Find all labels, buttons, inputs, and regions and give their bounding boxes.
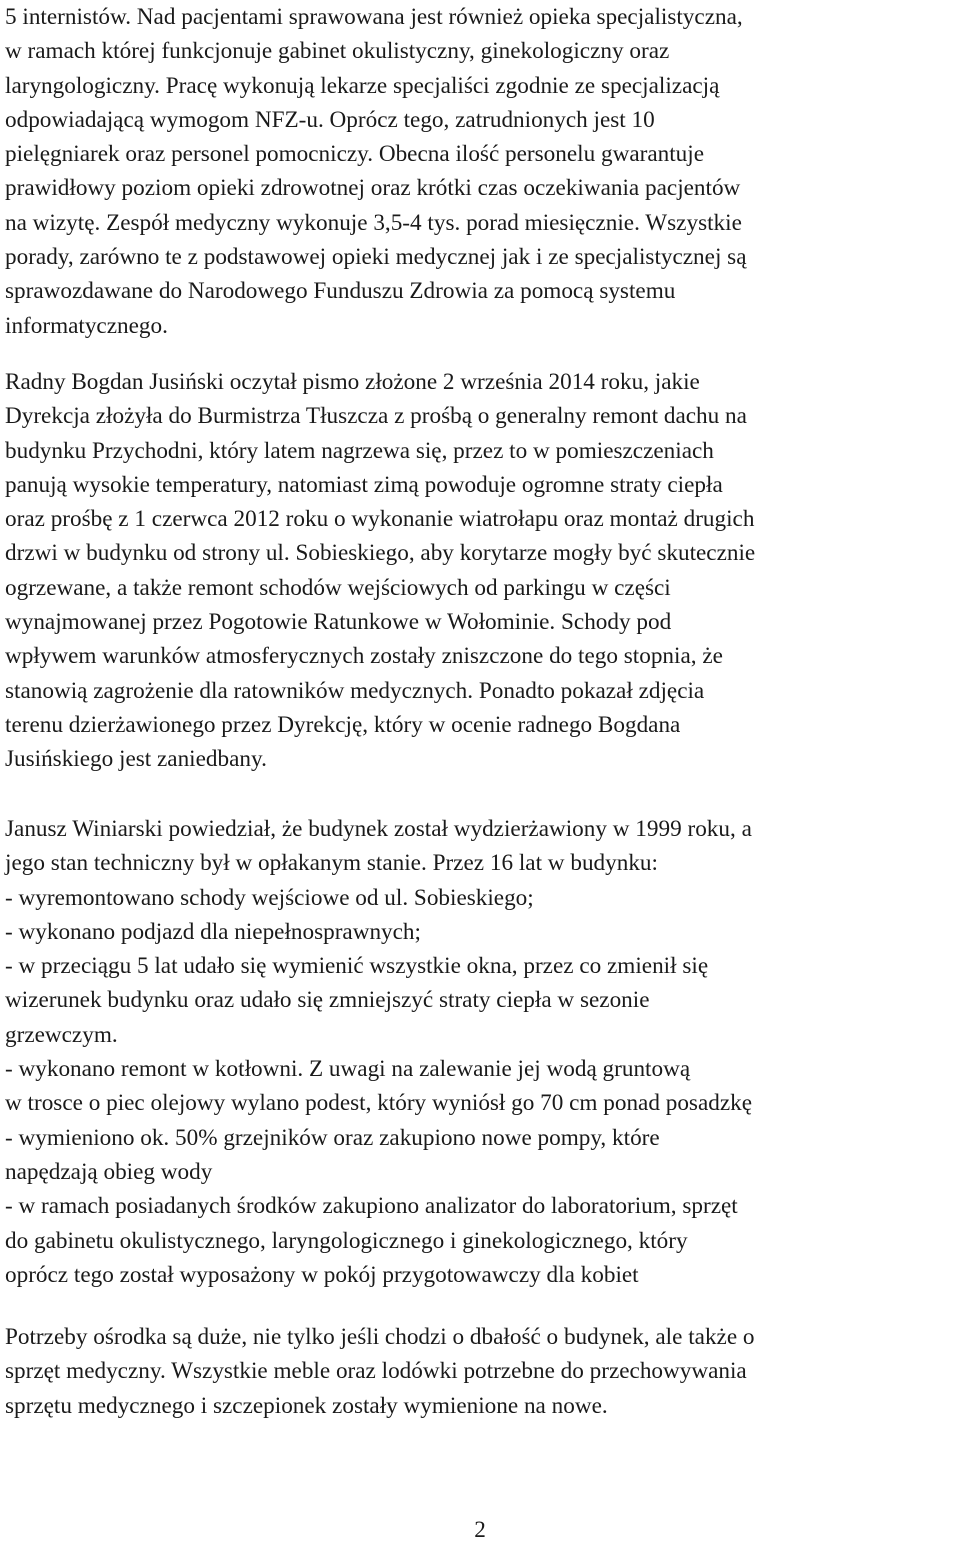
paragraph-renovation-list bbox=[5, 812, 752, 1292]
text-line: sprzęt medyczny. Wszystkie meble oraz lodówki potrzebne do przechowywania bbox=[5, 1358, 747, 1385]
text-line: odpowiadającą wymogom NFZ-u. Oprócz tego, zatrudnionych jest 10 bbox=[5, 106, 655, 133]
page-number: 2 bbox=[474, 1517, 486, 1543]
text-line: do gabinetu okulistycznego, laryngologicznego i ginekologicznego, który bbox=[5, 1227, 688, 1254]
list-item: - wyremontowano schody wejściowe od ul. Sobieskiego; bbox=[5, 884, 534, 911]
text-line: porady, zarówno te z podstawowej opieki medycznej jak i ze specjalistycznej są bbox=[5, 244, 747, 271]
text-line: informatycznego. bbox=[5, 312, 168, 339]
text-line: Potrzeby ośrodka są duże, nie tylko jeśli chodzi o dbałość o budynek, ale także o bbox=[5, 1324, 755, 1350]
text-line: wizerunek budynku oraz udało się zmniejszyć straty ciepła w sezonie bbox=[5, 987, 650, 1014]
text-line: budynku Przychodni, który latem nagrzewa się, przez to w pomieszczeniach bbox=[5, 437, 714, 464]
list-item: - w przeciągu 5 lat udało się wymienić wszystkie okna, przez co zmienił się bbox=[5, 953, 709, 980]
list-item: - wykonano remont w kotłowni. Z uwagi na zalewanie jej wodą gruntową bbox=[5, 1056, 691, 1083]
text-line: wpływem warunków atmosferycznych zostały zniszczone do tego stopnia, że bbox=[5, 643, 723, 670]
list-item: - wykonano podjazd dla niepełnosprawnych; bbox=[5, 918, 421, 945]
text-line: oraz prośbę z 1 czerwca 2012 roku o wykonanie wiatrołapu oraz montaż drugich bbox=[5, 506, 755, 533]
text-line: w ramach której funkcjonuje gabinet okulistyczny, ginekologiczny oraz bbox=[5, 38, 670, 65]
text-line: ogrzewane, a także remont schodów wejściowych od parkingu w części bbox=[5, 574, 671, 601]
list-item: - wymieniono ok. 50% grzejników oraz zakupiono nowe pompy, które bbox=[5, 1124, 660, 1151]
text-line: grzewczym. bbox=[5, 1021, 118, 1048]
text-line: Janusz Winiarski powiedział, że budynek został wydzierżawiony w 1999 roku, a bbox=[5, 816, 752, 842]
text-line: laryngologiczny. Pracę wykonują lekarze specjaliści zgodnie ze specjalizacją bbox=[5, 72, 720, 99]
list-item: - w ramach posiadanych środków zakupiono analizator do laboratorium, sprzęt bbox=[5, 1193, 738, 1220]
text-line: napędzają obieg wody bbox=[5, 1158, 213, 1185]
text-line: Jusińskiego jest zaniedbany. bbox=[5, 746, 267, 773]
text-line: Radny Bogdan Jusiński oczytał pismo złożone 2 września 2014 roku, jakie bbox=[5, 369, 700, 395]
text-line: wynajmowanej przez Pogotowie Ratunkowe w Wołominie. Schody pod bbox=[5, 609, 672, 636]
text-line: 5 internistów. Nad pacjentami sprawowana jest również opieka specjalistyczna, bbox=[5, 4, 743, 30]
text-line: stanowią zagrożenie dla ratowników medycznych. Ponadto pokazał zdjęcia bbox=[5, 677, 705, 704]
text-line: prawidłowy poziom opieki zdrowotnej oraz krótki czas oczekiwania pacjentów bbox=[5, 175, 741, 202]
paragraph-needs bbox=[5, 1320, 755, 1423]
text-line: jego stan techniczny był w opłakanym stanie. Przez 16 lat w budynku: bbox=[5, 850, 658, 877]
text-line: pielęgniarek oraz personel pomocniczy. Obecna ilość personelu gwarantuje bbox=[5, 141, 704, 168]
text-line: oprócz tego został wyposażony w pokój przygotowawczy dla kobiet bbox=[5, 1261, 639, 1288]
paragraph-staffing bbox=[5, 0, 747, 343]
text-line: panują wysokie temperatury, natomiast zimą powoduje ogromne straty ciepła bbox=[5, 471, 723, 498]
text-line: sprzętu medycznego i szczepionek zostały wymienione na nowe. bbox=[5, 1392, 608, 1419]
text-line: w trosce o piec olejowy wylano podest, który wyniósł go 70 cm ponad posadzkę bbox=[5, 1090, 753, 1117]
text-line: Dyrekcja złożyła do Burmistrza Tłuszcza z prośbą o generalny remont dachu na bbox=[5, 403, 747, 430]
text-line: terenu dzierżawionego przez Dyrekcję, który w ocenie radnego Bogdana bbox=[5, 711, 681, 738]
text-line: na wizytę. Zespół medyczny wykonuje 3,5-4 tys. porad miesięcznie. Wszystkie bbox=[5, 209, 742, 236]
paragraph-councillor-letter bbox=[5, 365, 755, 777]
text-line: sprawozdawane do Narodowego Funduszu Zdrowia za pomocą systemu bbox=[5, 278, 676, 305]
text-line: drzwi w budynku od strony ul. Sobieskiego, aby korytarze mogły być skutecznie bbox=[5, 540, 756, 567]
